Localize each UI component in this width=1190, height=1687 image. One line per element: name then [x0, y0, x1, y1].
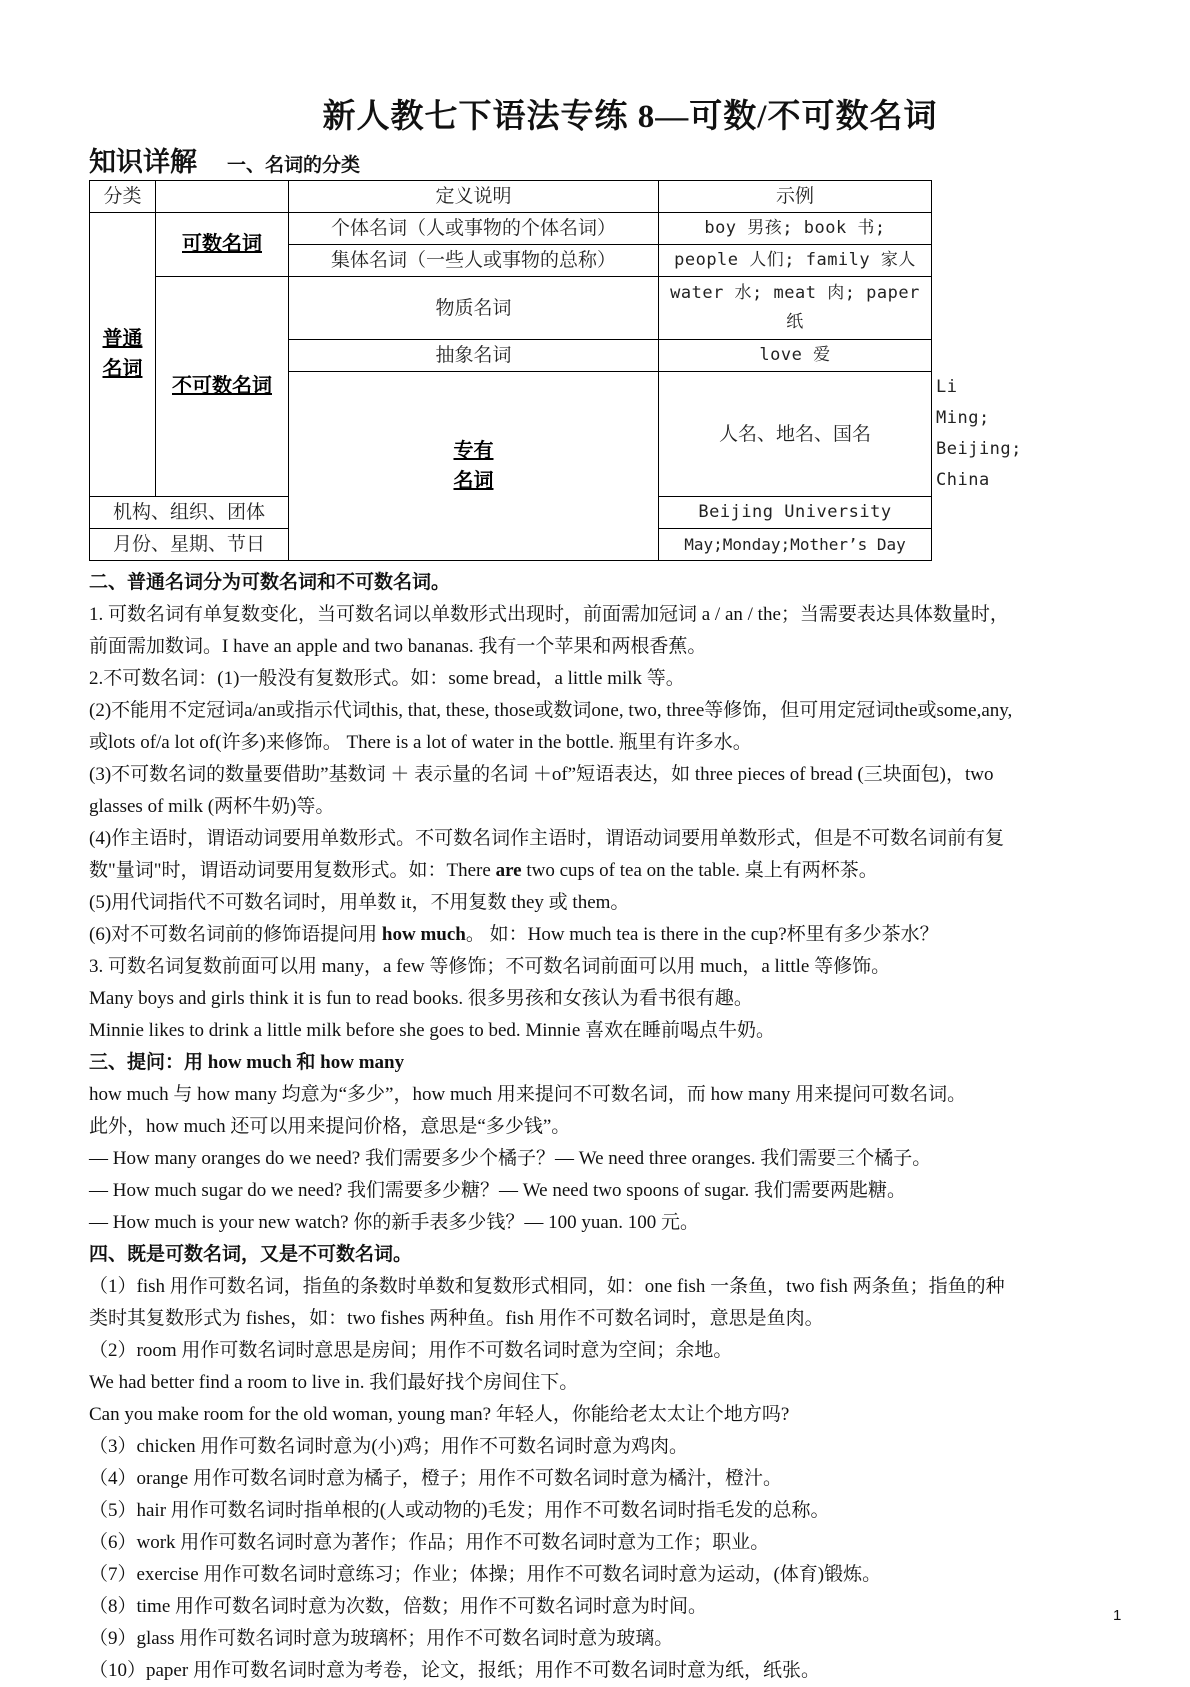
page-title: 新人教七下语法专练 8—可数/不可数名词 [322, 99, 938, 135]
bold-how-much: how much [381, 924, 466, 945]
paragraph-line: — How much sugar do we need? 我们需要多少糖？— We need two spoons of sugar. 我们需要两匙糖。 [89, 1180, 906, 1201]
table-cell-example: boy 男孩; book 书; [659, 213, 932, 245]
table-header-cell: 分类 [90, 181, 156, 213]
paragraph-line: 类时其复数形式为 fishes，如：two fishes 两种鱼。fish 用作不可数名词时，意思是鱼肉。 [89, 1308, 824, 1329]
table-row [90, 277, 932, 340]
table-cell-definition: 抽象名词 [289, 340, 659, 372]
table-cell-example: water 水; meat 肉; paper 纸 [659, 277, 932, 340]
paragraph-line: (3)不可数名词的数量要借助”基数词 ＋ 表示量的名词 ＋of”短语表达，如 three pieces of bread (三块面包)，two [89, 764, 994, 785]
paragraph-line: （7）exercise 用作可数名词时意练习；作业；体操；用作不可数名词时意为运动，(体育)锻炼。 [89, 1564, 882, 1585]
paragraph-line: (6)对不可数名词前的修饰语提问用 how much。 如：How much tea is there in the cup?杯里有多少茶水？ [89, 924, 939, 945]
paragraph-line: Can you make room for the old woman, young man? 年轻人，你能给老太太让个地方吗? [89, 1404, 790, 1425]
paragraph-line: Many boys and girls think it is fun to read books. 很多男孩和女孩认为看书很有趣。 [89, 988, 753, 1009]
common-noun-label: 普通名词 [90, 213, 156, 497]
paragraph-line: (2)不能用不定冠词a/an或指示代词this, that, these, those或数词one, two, three等修饰，但可用定冠词the或some,any, [89, 700, 1013, 721]
paragraph-line: — How many oranges do we need? 我们需要多少个橘子？— We need three oranges. 我们需要三个橘子。 [89, 1148, 932, 1169]
paragraph-line: (4)作主语时，谓语动词要用单数形式。不可数名词作主语时，谓语动词要用单数形式，但是不可数名词前有复 [89, 828, 1005, 849]
table-header-cell: 定义说明 [289, 181, 659, 213]
table-cell-definition: 机构、组织、团体 [90, 497, 289, 529]
noun-classification-table [89, 180, 1022, 561]
paragraph-line: Minnie likes to drink a little milk before she goes to bed. Minnie 喜欢在睡前喝点牛奶。 [89, 1020, 776, 1041]
table-cell-definition: 集体名词（一些人或事物的总称） [289, 245, 659, 277]
section-heading-1 [89, 144, 1101, 180]
paragraph-line: （2）room 用作可数名词时意思是房间；用作不可数名词时意为空间；余地。 [89, 1340, 733, 1361]
paragraph-line: We had better find a room to live in. 我们最好找个房间住下。 [89, 1372, 579, 1393]
table-cell-definition: 人名、地名、国名 [659, 372, 932, 497]
noun-classification-heading: 一、名词的分类 [227, 155, 361, 176]
table-header-cell: 示例 [659, 181, 932, 213]
paragraph-line: （1）fish 用作可数名词，指鱼的条数时单数和复数形式相同，如：one fish 一条鱼，two fish 两条鱼；指鱼的种 [89, 1276, 1005, 1297]
countable-noun-label: 可数名词 [156, 213, 289, 277]
paragraph-line: glasses of milk (两杯牛奶)等。 [89, 796, 335, 817]
table-row: 专有名词 人名、地名、国名 Li Ming; Beijing; China [90, 372, 932, 497]
paragraph-line: （3）chicken 用作可数名词时意为(小)鸡；用作不可数名词时意为鸡肉。 [89, 1436, 688, 1457]
paragraph-line: — How much is your new watch? 你的新手表多少钱？— 100 yuan. 100 元。 [89, 1212, 700, 1233]
bold-are: are [495, 860, 522, 881]
document-page [89, 92, 1101, 1687]
paragraph-line: 1. 可数名词有单复数变化，当可数名词以单数形式出现时，前面需加冠词 a / an / the；当需要表达具体数量时， [89, 604, 1009, 625]
paragraph-line: how much 与 how many 均意为“多少”，how much 用来提问不可数名词，而 how many 用来提问可数名词。 [89, 1084, 967, 1105]
table-cell-example: May;Monday;Mother’s Day [659, 529, 932, 561]
paragraph-line: 前面需加数词。I have an apple and two bananas. 我有一个苹果和两根香蕉。 [89, 636, 707, 657]
uncountable-noun-label: 不可数名词 [156, 277, 289, 497]
table-cell-example: Beijing University [659, 497, 932, 529]
paragraph-line: (5)用代词指代不可数名词时，用单数 it，不用复数 they 或 them。 [89, 892, 630, 913]
proper-noun-label: 专有名词 [289, 372, 659, 561]
paragraph-line: 2.不可数名词：(1)一般没有复数形式。如：some bread，a little milk 等。 [89, 668, 685, 689]
table-cell-example: people 人们; family 家人 [659, 245, 932, 277]
table-cell-definition: 个体名词（人或事物的个体名词） [289, 213, 659, 245]
paragraph-line: 或lots of/a lot of(许多)来修饰。 There is a lot of water in the bottle. 瓶里有许多水。 [89, 732, 752, 753]
paragraph-line: （6）work 用作可数名词时意为著作；作品；用作不可数名词时意为工作；职业。 [89, 1532, 770, 1553]
table-header-empty [156, 181, 289, 213]
paragraph-line: （4）orange 用作可数名词时意为橘子，橙子；用作不可数名词时意为橘汁，橙汁。 [89, 1468, 782, 1489]
table-row [90, 213, 932, 245]
paragraph-line: （9）glass 用作可数名词时意为玻璃杯；用作不可数名词时意为玻璃。 [89, 1628, 674, 1649]
paragraph-line: （5）hair 用作可数名词时指单根的(人或动物的)毛发；用作不可数名词时指毛发的总称。 [89, 1500, 830, 1521]
table-cell-definition: 物质名词 [289, 277, 659, 340]
section-4-title: 四、既是可数名词，又是不可数名词。 [89, 1244, 413, 1265]
table-header-row [90, 181, 932, 213]
knowledge-heading: 知识详解 [89, 147, 197, 177]
section-3-title: 三、提问：用 how much 和 how many [89, 1052, 405, 1073]
paragraph-line: （10）paper 用作可数名词时意为考卷，论文，报纸；用作不可数名词时意为纸，纸张。 [89, 1660, 820, 1681]
paragraph-line: 3. 可数名词复数前面可以用 many，a few 等修饰；不可数名词前面可以用 much，a little 等修饰。 [89, 956, 891, 977]
paragraph-line: （8）time 用作可数名词时意为次数，倍数；用作不可数名词时意为时间。 [89, 1596, 708, 1617]
table-cell-example: love 爱 [659, 340, 932, 372]
paragraph-line: 数"量词"时，谓语动词要用复数形式。如：There are two cups of tea on the table. 桌上有两杯茶。 [89, 860, 878, 881]
table-cell-definition: 月份、星期、节日 [90, 529, 289, 561]
page-number: 1 [1113, 1607, 1122, 1624]
paragraph-line: 此外，how much 还可以用来提问价格，意思是“多少钱”。 [89, 1116, 571, 1137]
section-2-title: 二、普通名词分为可数名词和不可数名词。 [89, 572, 451, 593]
